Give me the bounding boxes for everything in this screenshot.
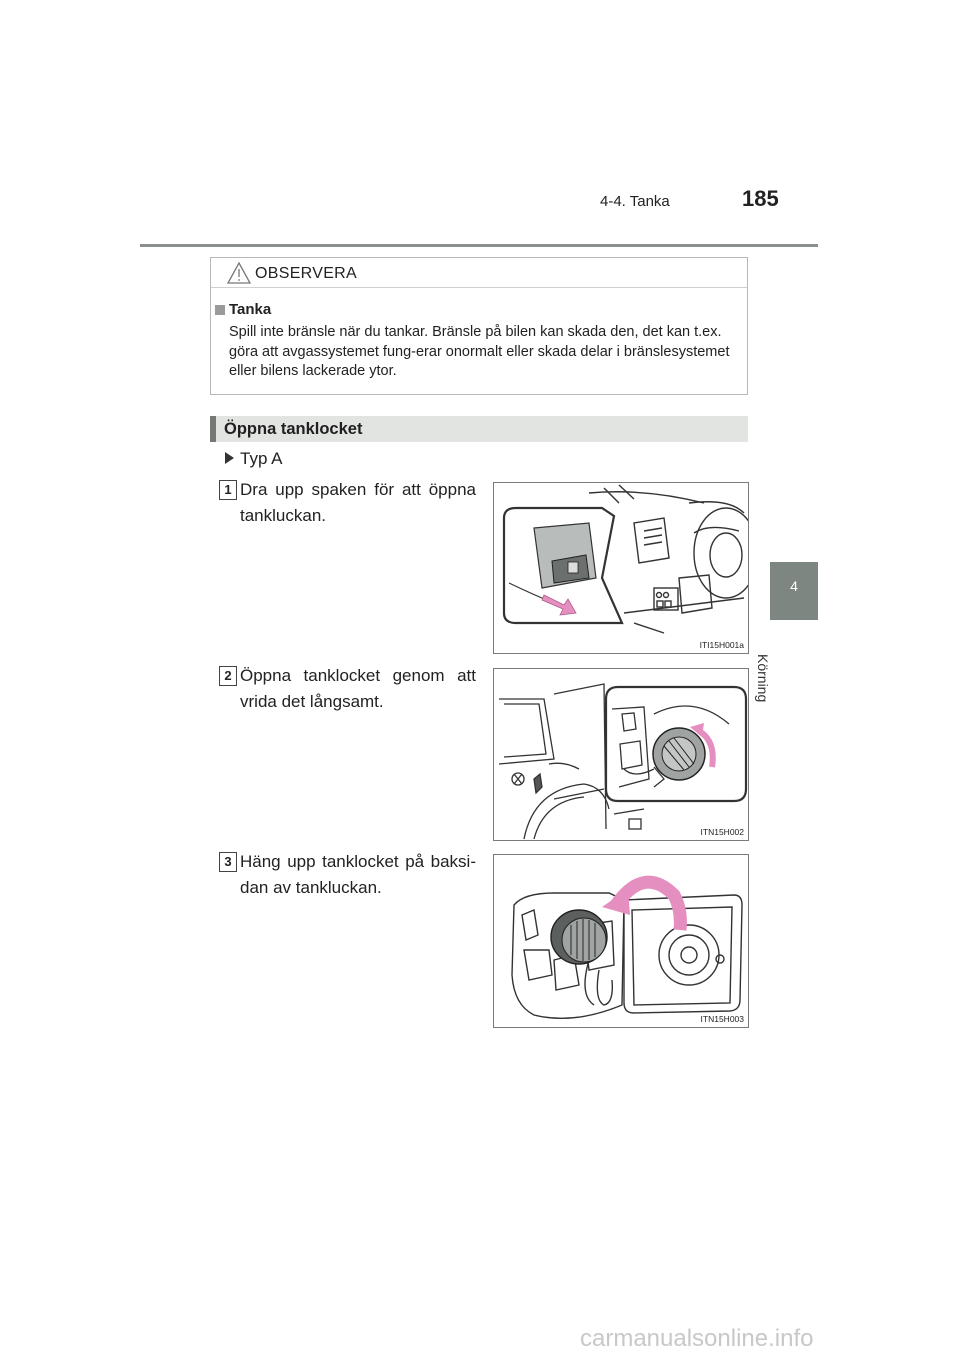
caution-body: Spill inte bränsle när du tankar. Bränsle på bilen kan skada den, det kan t.ex. göra att avgassystemet fung-erar onormalt eller skada delar i bränslesystemet eller bilens lackerade ytor. [229,324,730,379]
chapter-label: Körning [755,654,771,703]
section-heading [210,416,748,442]
figure-open-cap [493,668,749,841]
dashboard-illustration [494,483,749,654]
page-number: 185 [742,186,779,211]
figure-fuel-lever [493,482,749,654]
type-label: Typ A [240,449,283,468]
header-rule [140,244,818,247]
caution-title: OBSERVERA [255,265,357,282]
section-header: 4-4. Tanka [600,193,670,210]
caution-header [211,258,747,288]
caution-subheading: Tanka [229,301,272,318]
watermark: carmanualsonline.info [580,1325,814,1352]
step-text: Dra upp spaken för att öppna tankluckan. [240,480,476,525]
figure-hang-cap [493,854,749,1028]
section-title: Öppna tanklocket [224,420,363,438]
step-number: 3 [219,852,237,872]
figure-code: ITN15H002 [700,827,744,837]
step-number: 1 [219,480,237,500]
bullet-square-icon [215,305,225,315]
caution-box [210,257,748,395]
fuel-cap-illustration [494,669,749,841]
figure-code: ITN15H003 [700,1014,744,1024]
step-number: 2 [219,666,237,686]
warning-triangle-icon [227,262,251,289]
step-text: Öppna tanklocket genom att vrida det långsamt. [240,666,476,711]
triangle-bullet-icon [225,452,234,464]
fuel-door-illustration [494,855,749,1028]
figure-code: ITI15H001a [699,640,744,650]
chapter-number: 4 [790,578,798,594]
section-heading-bar [210,416,216,442]
step-text: Häng upp tanklocket på baksi-dan av tankluckan. [240,852,476,897]
